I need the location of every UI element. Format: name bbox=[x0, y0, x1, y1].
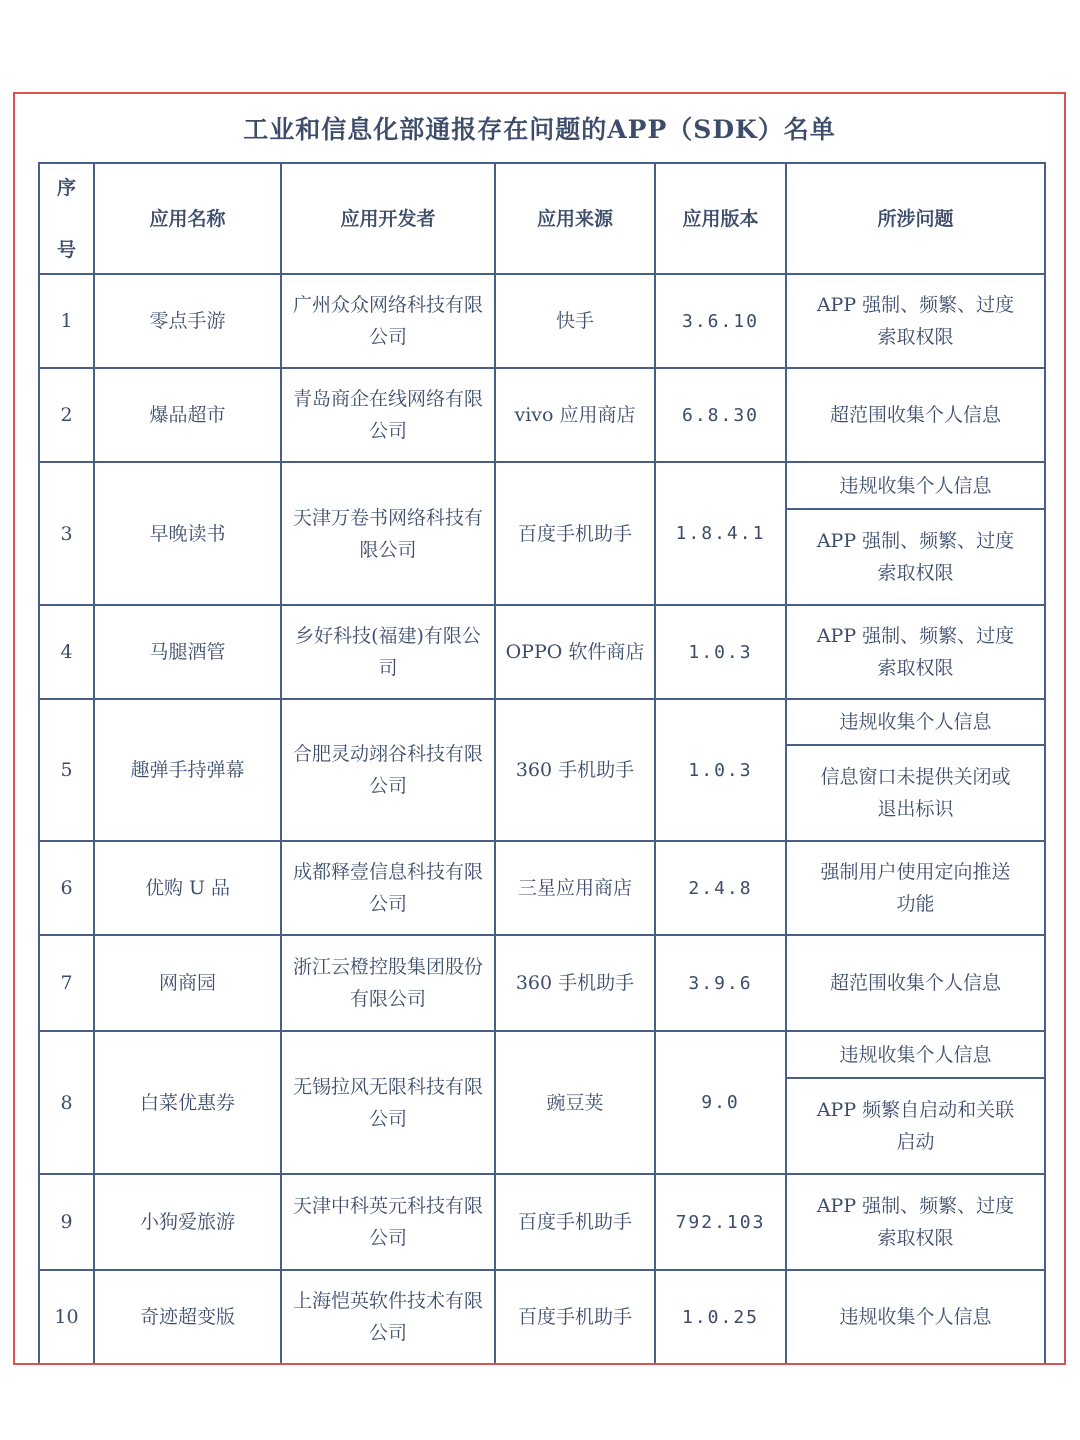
issue-cell bbox=[786, 1031, 1045, 1078]
source-cell bbox=[495, 605, 655, 699]
version-cell bbox=[655, 935, 786, 1031]
source-text: 三星应用商店 bbox=[517, 877, 632, 899]
header-name: 应用名称 bbox=[94, 163, 281, 274]
app-name-cell bbox=[94, 935, 281, 1031]
issue-text: 信息窗口未提供关闭或退出标识 bbox=[820, 766, 1011, 820]
source-text: 百度手机助手 bbox=[517, 522, 632, 545]
seq-cell bbox=[39, 1031, 94, 1174]
issue-cell bbox=[786, 1270, 1045, 1364]
table-row bbox=[39, 1031, 1045, 1078]
version-text: 1.0.25 bbox=[681, 1306, 760, 1328]
source-text: 百度手机助手 bbox=[517, 1306, 632, 1328]
seq-text: 8 bbox=[60, 1091, 73, 1114]
version-text: 792.103 bbox=[675, 1211, 766, 1233]
seq-text: 3 bbox=[60, 522, 73, 545]
app-name-text: 趣弹手持弹幕 bbox=[130, 759, 245, 781]
issue-text: APP 频繁自启动和关联启动 bbox=[816, 1099, 1015, 1153]
version-text: 9.0 bbox=[701, 1092, 740, 1113]
issue-text: APP 强制、频繁、过度索取权限 bbox=[816, 625, 1015, 679]
source-text: 360 手机助手 bbox=[515, 759, 635, 781]
version-cell bbox=[655, 699, 786, 841]
app-name-text: 小狗爱旅游 bbox=[139, 1211, 235, 1233]
app-name-cell bbox=[94, 605, 281, 699]
version-cell bbox=[655, 1174, 786, 1270]
issue-text: APP 强制、频繁、过度索取权限 bbox=[816, 530, 1015, 584]
developer-cell bbox=[281, 462, 495, 605]
table-body bbox=[39, 274, 1045, 1364]
version-cell bbox=[655, 274, 786, 368]
header-source: 应用来源 bbox=[495, 163, 655, 274]
developer-cell bbox=[281, 841, 495, 935]
app-name-cell bbox=[94, 462, 281, 605]
seq-text: 5 bbox=[60, 759, 73, 781]
developer-text: 乡好科技(福建)有限公司 bbox=[295, 625, 481, 679]
source-text: 360 手机助手 bbox=[515, 972, 635, 994]
developer-cell bbox=[281, 274, 495, 368]
source-text: 百度手机助手 bbox=[517, 1211, 632, 1233]
developer-text: 青岛商企在线网络有限公司 bbox=[293, 388, 484, 442]
app-name-text: 优购 U 品 bbox=[144, 877, 231, 899]
seq-cell bbox=[39, 1174, 94, 1270]
developer-cell bbox=[281, 1270, 495, 1364]
developer-text: 天津万卷书网络科技有限公司 bbox=[293, 506, 484, 561]
issue-cell bbox=[786, 841, 1045, 935]
source-cell bbox=[495, 368, 655, 462]
developer-text: 上海恺英软件技术有限公司 bbox=[293, 1290, 484, 1344]
issue-cell bbox=[786, 368, 1045, 462]
app-name-text: 零点手游 bbox=[149, 310, 226, 332]
version-text: 6.8.30 bbox=[681, 404, 760, 426]
table-row bbox=[39, 368, 1045, 462]
table-row bbox=[39, 935, 1045, 1031]
issue-text: 强制用户使用定向推送功能 bbox=[820, 861, 1011, 915]
table-row bbox=[39, 1174, 1045, 1270]
version-cell bbox=[655, 368, 786, 462]
source-cell bbox=[495, 1174, 655, 1270]
developer-text: 天津中科英元科技有限公司 bbox=[293, 1195, 484, 1249]
issue-cell bbox=[786, 935, 1045, 1031]
table-row bbox=[39, 1270, 1045, 1364]
seq-cell bbox=[39, 274, 94, 368]
source-text: OPPO 软件商店 bbox=[505, 641, 645, 663]
header-issue: 所涉问题 bbox=[786, 163, 1045, 274]
developer-cell bbox=[281, 605, 495, 699]
table-row bbox=[39, 699, 1045, 745]
source-cell bbox=[495, 1031, 655, 1174]
header-row bbox=[39, 163, 1045, 274]
issue-cell bbox=[786, 605, 1045, 699]
seq-text: 7 bbox=[60, 972, 73, 994]
seq-text: 6 bbox=[60, 877, 73, 899]
developer-cell bbox=[281, 935, 495, 1031]
issue-cell bbox=[786, 509, 1045, 605]
seq-cell bbox=[39, 935, 94, 1031]
app-name-text: 早晚读书 bbox=[149, 522, 226, 545]
app-name-text: 网商园 bbox=[158, 972, 216, 994]
developer-cell bbox=[281, 1031, 495, 1174]
document-frame bbox=[13, 92, 1066, 1365]
source-text: 豌豆荚 bbox=[546, 1091, 604, 1114]
version-text: 2.4.8 bbox=[688, 877, 753, 899]
developer-cell bbox=[281, 699, 495, 841]
issue-text: APP 强制、频繁、过度索取权限 bbox=[816, 294, 1015, 348]
app-name-cell bbox=[94, 841, 281, 935]
app-name-cell bbox=[94, 699, 281, 841]
document-title: 工业和信息化部通报存在问题的APP（SDK）名单 bbox=[243, 115, 836, 144]
seq-cell bbox=[39, 699, 94, 841]
seq-cell bbox=[39, 462, 94, 605]
seq-cell bbox=[39, 1270, 94, 1364]
app-name-text: 爆品超市 bbox=[149, 404, 226, 426]
app-name-cell bbox=[94, 1174, 281, 1270]
version-cell bbox=[655, 605, 786, 699]
version-cell bbox=[655, 841, 786, 935]
issue-cell bbox=[786, 1078, 1045, 1174]
issue-cell bbox=[786, 745, 1045, 841]
seq-cell bbox=[39, 841, 94, 935]
developer-text: 合肥灵动翊谷科技有限公司 bbox=[293, 743, 484, 797]
version-cell bbox=[655, 1031, 786, 1174]
issue-text: 违规收集个人信息 bbox=[839, 474, 992, 497]
issue-text: 违规收集个人信息 bbox=[839, 711, 992, 733]
issue-text: 超范围收集个人信息 bbox=[829, 404, 1001, 426]
developer-cell bbox=[281, 368, 495, 462]
seq-text: 4 bbox=[60, 641, 73, 663]
app-list-table bbox=[38, 162, 1046, 1365]
issue-text: APP 强制、频繁、过度索取权限 bbox=[816, 1195, 1015, 1249]
app-name-text: 马腿酒管 bbox=[149, 641, 226, 663]
developer-text: 浙江云橙控股集团股份有限公司 bbox=[293, 956, 484, 1010]
version-text: 3.6.10 bbox=[681, 310, 760, 332]
issue-text: 超范围收集个人信息 bbox=[829, 972, 1001, 994]
table-row bbox=[39, 841, 1045, 935]
issue-text: 违规收集个人信息 bbox=[839, 1306, 992, 1328]
seq-cell bbox=[39, 368, 94, 462]
header-version: 应用版本 bbox=[655, 163, 786, 274]
issue-cell bbox=[786, 1174, 1045, 1270]
source-cell bbox=[495, 462, 655, 605]
table-row bbox=[39, 462, 1045, 509]
source-cell bbox=[495, 699, 655, 841]
app-name-cell bbox=[94, 274, 281, 368]
table-row bbox=[39, 605, 1045, 699]
app-name-cell bbox=[94, 1031, 281, 1174]
header-developer: 应用开发者 bbox=[281, 163, 495, 274]
developer-text: 无锡拉风无限科技有限公司 bbox=[293, 1075, 484, 1130]
header-seq bbox=[39, 163, 94, 274]
version-text: 1.0.3 bbox=[688, 641, 753, 663]
header-seq-line2: 号 bbox=[56, 238, 76, 261]
developer-text: 成都释壹信息科技有限公司 bbox=[293, 861, 484, 915]
app-name-text: 奇迹超变版 bbox=[139, 1306, 235, 1328]
app-name-cell bbox=[94, 368, 281, 462]
seq-text: 2 bbox=[60, 404, 73, 426]
version-text: 1.8.4.1 bbox=[675, 523, 766, 544]
issue-text: 违规收集个人信息 bbox=[839, 1043, 992, 1066]
source-text: vivo 应用商店 bbox=[514, 404, 636, 426]
source-cell bbox=[495, 841, 655, 935]
version-cell bbox=[655, 462, 786, 605]
version-cell bbox=[655, 1270, 786, 1364]
app-name-text: 白菜优惠券 bbox=[139, 1091, 235, 1114]
version-text: 1.0.3 bbox=[688, 759, 753, 781]
issue-cell bbox=[786, 274, 1045, 368]
app-name-cell bbox=[94, 1270, 281, 1364]
seq-text: 10 bbox=[54, 1306, 79, 1328]
source-text: 快手 bbox=[555, 310, 594, 332]
developer-text: 广州众众网络科技有限公司 bbox=[293, 294, 484, 348]
source-cell bbox=[495, 274, 655, 368]
version-text: 3.9.6 bbox=[688, 972, 753, 994]
developer-cell bbox=[281, 1174, 495, 1270]
source-cell bbox=[495, 1270, 655, 1364]
seq-text: 9 bbox=[60, 1211, 73, 1233]
header-seq-line1: 序 bbox=[56, 176, 76, 199]
seq-text: 1 bbox=[60, 310, 73, 332]
source-cell bbox=[495, 935, 655, 1031]
issue-cell bbox=[786, 462, 1045, 509]
seq-cell bbox=[39, 605, 94, 699]
issue-cell bbox=[786, 699, 1045, 745]
table-row bbox=[39, 274, 1045, 368]
